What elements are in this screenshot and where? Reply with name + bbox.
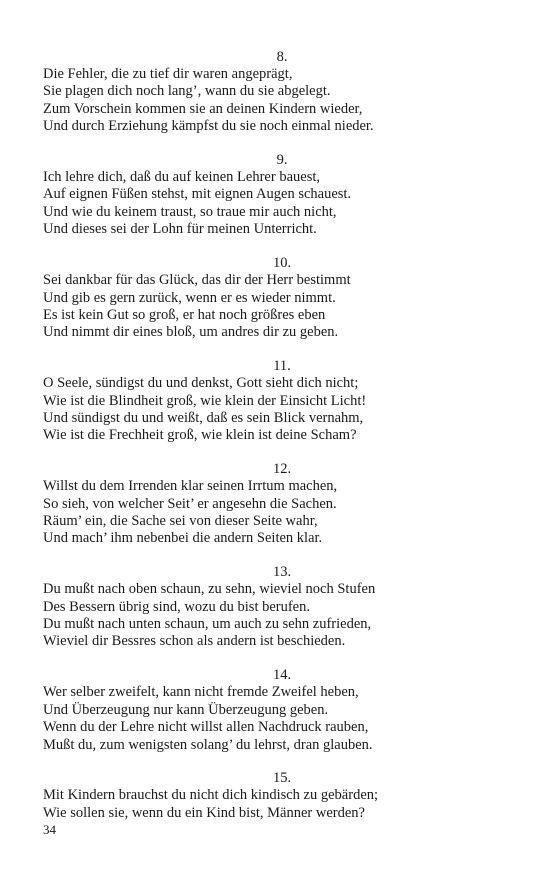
stanza-number: 14.	[272, 667, 292, 684]
verse-line: So sieh, von welcher Seit’ er angesehn die Sachen.	[43, 495, 337, 512]
verse-line: Und gib es gern zurück, wenn er es wieder nimmt.	[43, 289, 336, 306]
stanza-14	[43, 667, 513, 754]
verse-line: Wieviel dir Bessres schon als andern ist beschieden.	[43, 633, 346, 650]
verse-line: Wie ist die Blindheit groß, wie klein der Einsicht Licht!	[43, 392, 367, 409]
verse-line: Wie ist die Frechheit groß, wie klein ist deine Scham?	[43, 427, 357, 444]
verse-line: O Seele, sündigst du und denkst, Gott sieht dich nicht;	[43, 375, 359, 392]
verse-line: Räum’ ein, die Sache sei von dieser Seite wahr,	[43, 513, 318, 530]
verse-line: Sie plagen dich noch lang’, wann du sie abgelegt.	[43, 83, 331, 100]
verse-line: Wenn du der Lehre nicht willst allen Nachdruck rauben,	[43, 719, 369, 736]
verse-line: Und mach’ ihm nebenbei die andern Seiten klar.	[43, 530, 323, 547]
stanza-number: 12.	[272, 461, 292, 478]
stanza-number: 15.	[272, 770, 292, 787]
stanza-number: 13.	[272, 564, 292, 581]
verse-line: Sei dankbar für das Glück, das dir der Herr bestimmt	[43, 272, 351, 289]
stanza-8	[43, 49, 513, 136]
verse-line: Willst du dem Irrenden klar seinen Irrtum machen,	[43, 478, 338, 495]
poem-body	[43, 49, 513, 839]
stanza-number: 8.	[276, 49, 288, 65]
stanza-12	[43, 461, 513, 548]
verse-line: Ich lehre dich, daß du auf keinen Lehrer bauest,	[43, 169, 320, 186]
verse-line: Mußt du, zum wenigsten solang’ du lehrst, dran glauben.	[43, 736, 373, 753]
verse-line: Und wie du keinem traust, so traue mir auch nicht,	[43, 203, 337, 220]
stanza-number: 9.	[276, 152, 288, 169]
verse-line: Du mußt nach oben schaun, zu sehn, wieviel noch Stufen	[43, 581, 376, 598]
verse-line: Zum Vorschein kommen sie an deinen Kindern wieder,	[43, 100, 363, 117]
verse-line: Und nimmt dir eines bloß, um andres dir zu geben.	[43, 324, 339, 341]
verse-line: Des Bessern übrig sind, wozu du bist berufen.	[43, 598, 310, 615]
verse-line: Und Überzeugung nur kann Überzeugung geben.	[43, 701, 329, 718]
page-number: 34	[43, 822, 56, 837]
stanza-13	[43, 564, 513, 651]
verse-line: Und sündigst du und weißt, daß es sein Blick vernahm,	[43, 409, 364, 426]
verse-line: Und durch Erziehung kämpfst du sie noch einmal nieder.	[43, 118, 374, 135]
stanza-10	[43, 255, 513, 342]
stanza-number: 11.	[273, 358, 291, 375]
verse-line: Es ist kein Gut so groß, er hat noch größres eben	[43, 306, 326, 323]
verse-line: Und dieses sei der Lohn für meinen Unterricht.	[43, 221, 317, 238]
stanza-11	[43, 358, 513, 445]
stanza-15	[43, 770, 513, 822]
stanza-number: 10.	[272, 255, 292, 272]
verse-line: Die Fehler, die zu tief dir waren angeprägt,	[43, 66, 293, 82]
verse-line: Wie sollen sie, wenn du ein Kind bist, Männer werden?	[43, 804, 365, 821]
stanza-9	[43, 152, 513, 239]
verse-line: Mit Kindern brauchst du nicht dich kindisch zu gebärden;	[43, 787, 379, 804]
verse-line: Auf eignen Füßen stehst, mit eignen Augen schauest.	[43, 186, 352, 203]
verse-line: Wer selber zweifelt, kann nicht fremde Zweifel heben,	[43, 684, 359, 701]
verse-line: Du mußt nach unten schaun, um auch zu sehn zufrieden,	[43, 616, 372, 633]
